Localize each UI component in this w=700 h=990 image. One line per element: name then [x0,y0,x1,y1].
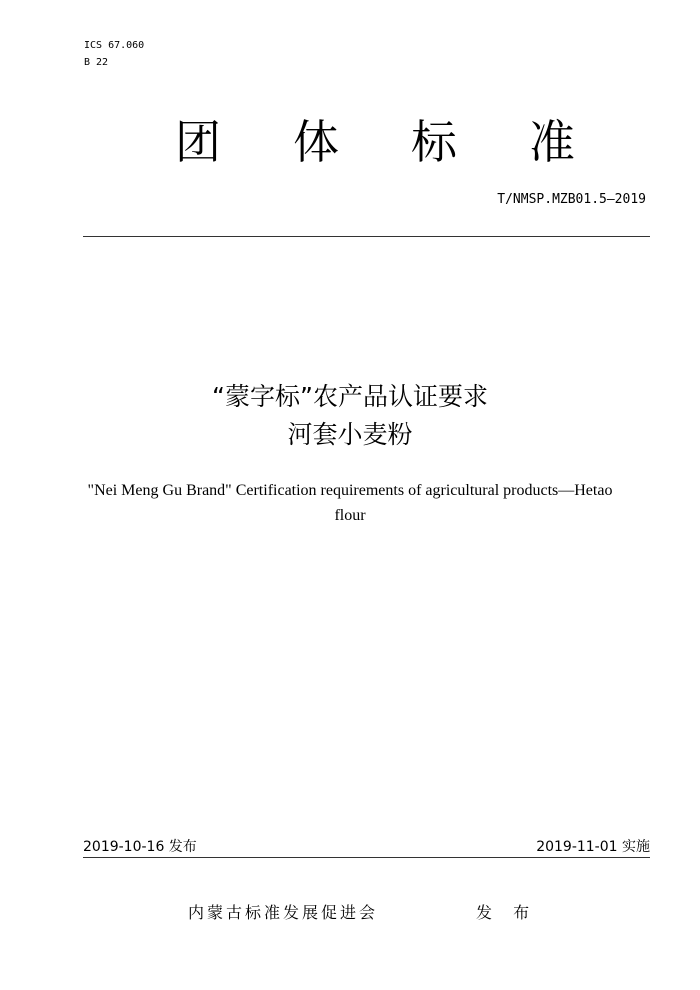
standard-number: T/NMSP.MZB01.5—2019 [497,192,646,207]
standard-type-char: 准 [529,115,575,169]
standard-type-heading [175,112,575,172]
chinese-title [0,378,700,454]
chinese-title-line-1: “蒙字标”农产品认证要求 [212,382,488,411]
date-row [83,835,650,858]
classification-codes [84,37,144,71]
standard-type-char: 标 [411,115,457,169]
ccs-code: B 22 [84,57,109,68]
ics-code: ICS 67.060 [84,40,145,51]
header-divider [83,236,650,237]
issue-date: 2019-10-16 发布 [83,839,197,855]
chinese-title-line-2: 河套小麦粉 [287,420,413,449]
standard-type-char: 体 [293,115,339,169]
implementation-date: 2019-11-01 实施 [536,839,650,855]
standard-type-char: 团 [175,115,221,169]
publisher-name: 内蒙古标准发展促进会 [188,903,379,922]
english-title: "Nei Meng Gu Brand" Certification requirements of agricultural products—Hetao flour [87,482,613,524]
publish-label: 发 布 [476,903,538,922]
